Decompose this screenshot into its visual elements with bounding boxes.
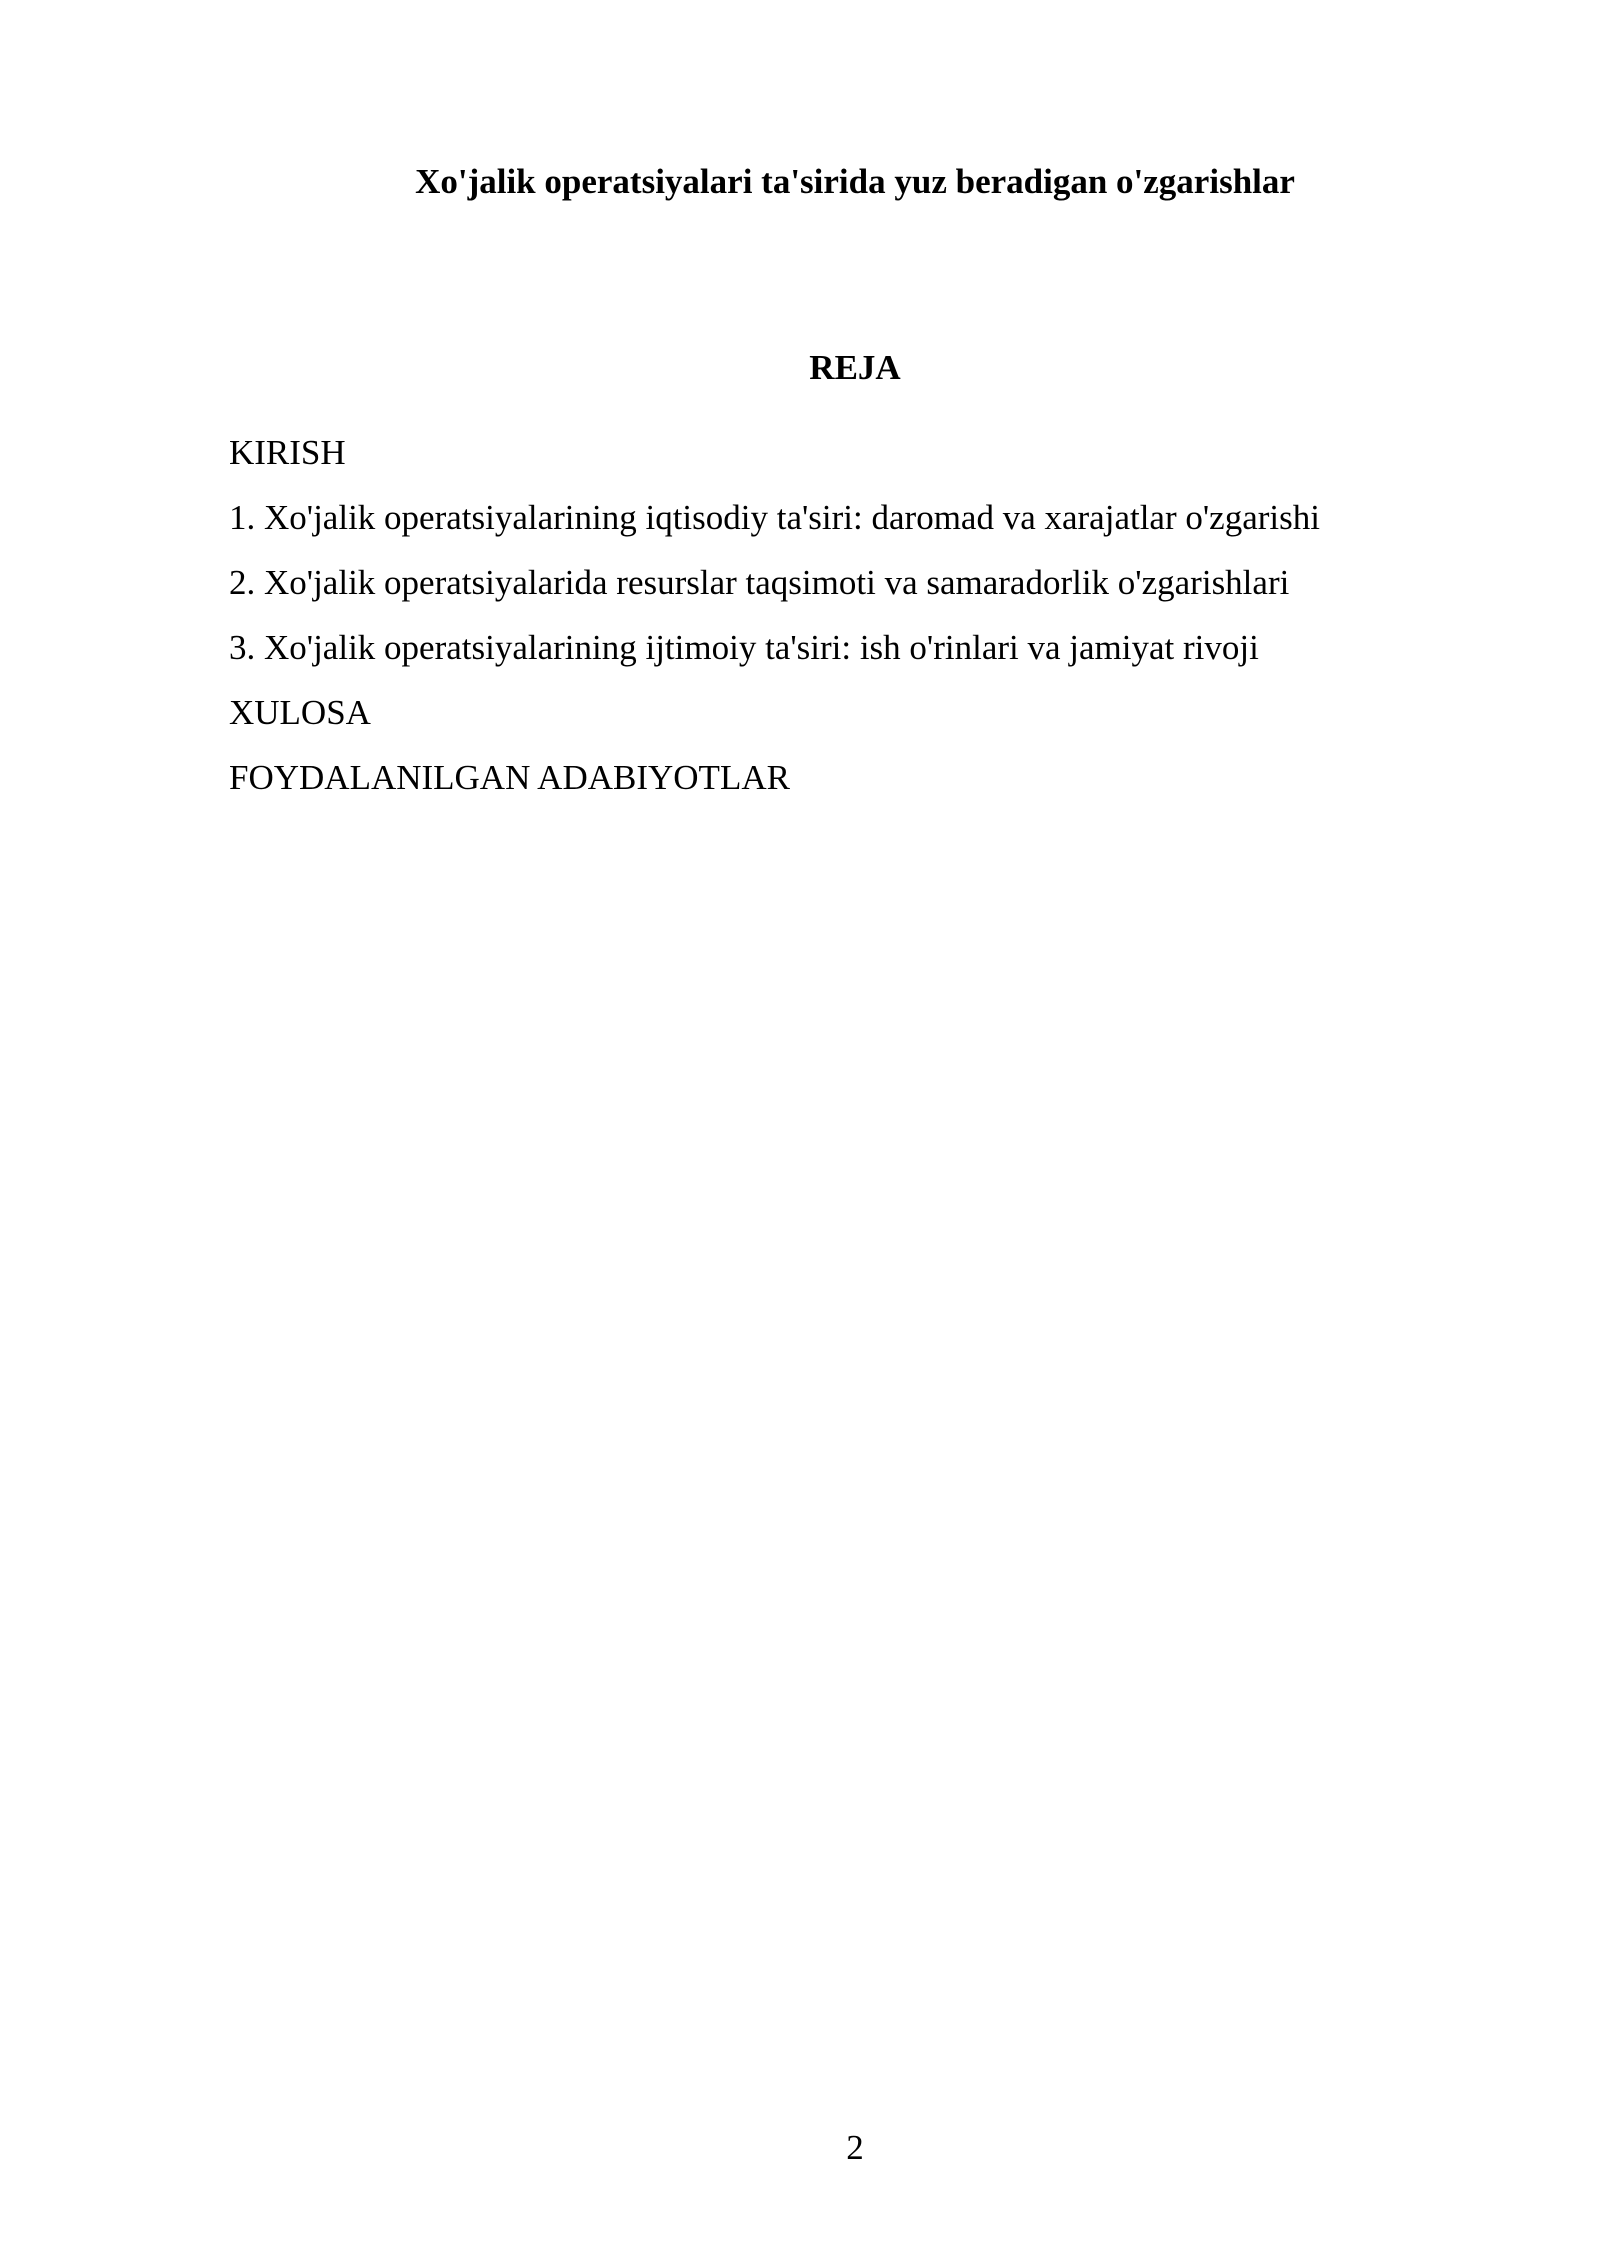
- plan-item-2: 2. Xo'jalik operatsiyalarida resurslar taqsimoti va samaradorlik o'zgarishlari: [229, 563, 1290, 602]
- plan-list: [229, 420, 1529, 810]
- document-title: Xo'jalik operatsiyalari ta'sirida yuz beradigan o'zgarishlar: [415, 162, 1295, 201]
- plan-item-introduction: KIRISH: [229, 433, 346, 472]
- plan-item-conclusion: XULOSA: [229, 693, 371, 732]
- plan-item-3: 3. Xo'jalik operatsiyalarining ijtimoiy ta'siri: ish o'rinlari va jamiyat rivoji: [229, 628, 1259, 667]
- page-number: 2: [846, 2128, 864, 2167]
- plan-heading: REJA: [809, 348, 901, 387]
- plan-item-references: FOYDALANILGAN ADABIYOTLAR: [229, 758, 790, 797]
- plan-item-1: 1. Xo'jalik operatsiyalarining iqtisodiy ta'siri: daromad va xarajatlar o'zgarishi: [229, 498, 1320, 537]
